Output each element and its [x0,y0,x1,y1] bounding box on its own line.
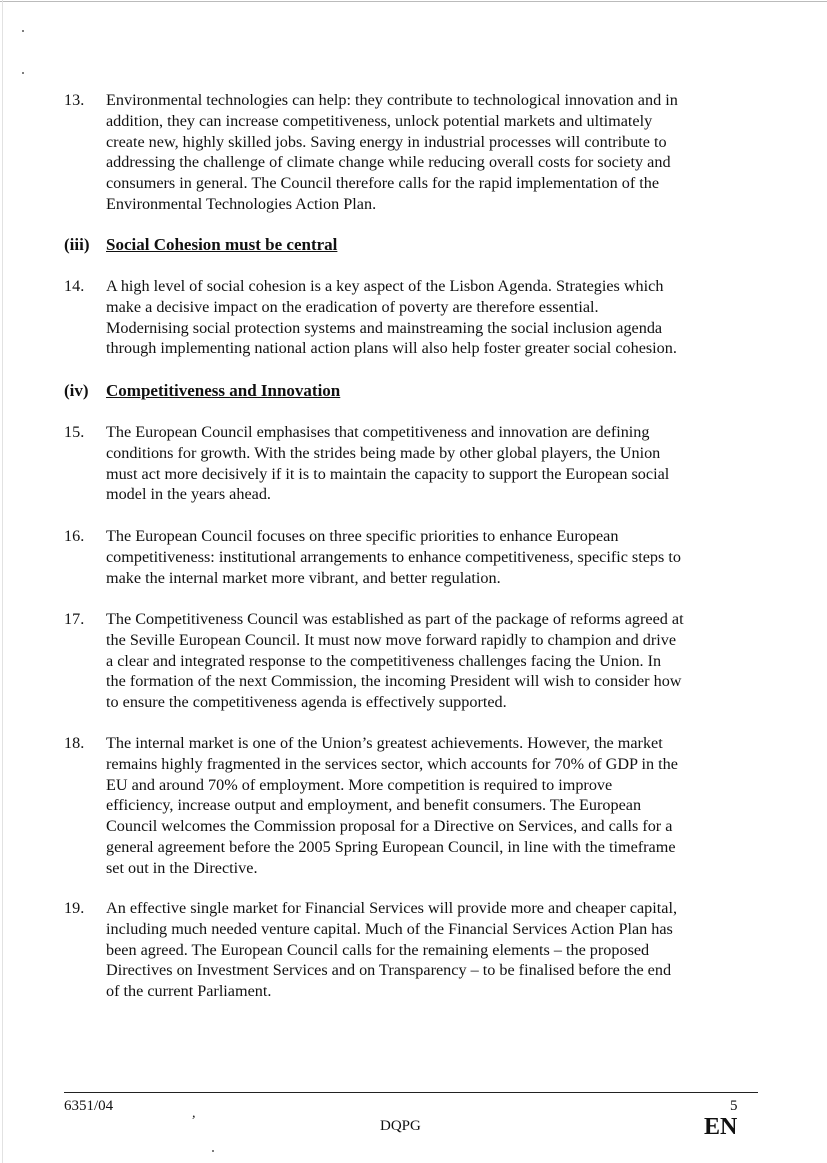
text-line: the Seville European Council. It must now move forward rapidly to champion and drive [106,630,677,649]
paragraph-number: 19. [64,899,85,917]
paragraph-text [106,422,764,505]
language-code: EN [704,1114,738,1140]
text-line: The European Council emphasises that competitiveness and innovation are defining [106,423,650,441]
paragraph-13 [64,90,764,215]
text-line: Modernising social protection systems and mainstreaming the social inclusion agenda [106,318,663,337]
document-reference: 6351/04 [64,1098,114,1114]
text-line: make the internal market more vibrant, and better regulation. [106,568,501,587]
text-line: been agreed. The European Council calls for the remaining elements – the proposed [106,940,650,959]
text-line: A high level of social cohesion is a key aspect of the Lisbon Agenda. Strategies which [106,277,664,295]
scan-speck [212,1150,214,1152]
text-line: The European Council focuses on three specific priorities to enhance European [106,527,619,545]
paragraph-17 [64,609,764,713]
footer-rule [64,1092,758,1093]
paragraph-number: 16. [64,527,85,545]
section-numeral: (iii) [64,235,90,254]
text-line: Council welcomes the Commission proposal for a Directive on Services, and calls for a [106,817,673,836]
scan-tick-mark: , [192,1106,196,1121]
paragraph-text [106,733,764,879]
text-line: The Competitiveness Council was established as part of the package of reforms agreed at [106,610,684,628]
text-line: An effective single market for Financial Services will provide more and cheaper capital, [106,899,677,917]
paragraph-number: 18. [64,734,85,752]
text-line: of the current Parliament. [106,982,272,1001]
text-line: general agreement before the 2005 Spring European Council, in line with the timeframe [106,837,676,856]
text-line: EU and around 70% of employment. More competition is required to improve [106,775,613,794]
text-line: Directives on Investment Services and on Transparency – to be finalised before the end [106,961,672,980]
scan-border-top [0,1,827,2]
text-line: addition, they can increase competitiveness, unlock potential markets and ultimately [106,111,653,130]
paragraph-number: 17. [64,610,85,628]
text-line: a clear and integrated response to the competitiveness challenges facing the Union. In [106,651,662,670]
paragraph-16 [64,526,764,588]
paragraph-text [106,90,764,215]
text-line: efficiency, increase output and employment, and benefit consumers. The European [106,796,642,815]
scan-speck [22,30,24,32]
paragraph-14 [64,276,764,359]
section-title: Competitiveness and Innovation [106,381,341,400]
paragraph-text [106,898,764,1002]
paragraph-15 [64,422,764,505]
text-line: model in the years ahead. [106,485,271,504]
text-line: competitiveness: institutional arrangements to enhance competitiveness, specific steps to [106,547,681,566]
section-heading-competitiveness [64,380,340,401]
paragraph-text [106,526,764,588]
page-number: 5 [730,1098,738,1114]
paragraph-number: 14. [64,277,85,295]
text-line: Environmental technologies can help: they contribute to technological innovation and in [106,91,678,109]
paragraph-number: 15. [64,423,85,441]
text-line: the formation of the next Commission, the incoming President will wish to consider how [106,672,682,691]
paragraph-text [106,276,764,359]
text-line: remains highly fragmented in the services sector, which accounts for 70% of GDP in the [106,754,678,773]
text-line: create new, highly skilled jobs. Saving energy in industrial processes will contribute to [106,132,667,151]
section-heading-social-cohesion [64,234,337,255]
paragraph-number: 13. [64,91,85,109]
text-line: The internal market is one of the Union’s greatest achievements. However, the market [106,734,663,752]
paragraph-18 [64,733,764,879]
scan-border-left [2,0,3,1163]
text-line: conditions for growth. With the strides being made by other global players, the Union [106,443,661,462]
section-title: Social Cohesion must be central [106,235,338,254]
text-line: to ensure the competitiveness agenda is effectively supported. [106,693,507,712]
text-line: Environmental Technologies Action Plan. [106,194,377,213]
text-line: including much needed venture capital. Much of the Financial Services Action Plan has [106,919,673,938]
text-line: make a decisive impact on the eradication of poverty are therefore essential. [106,297,599,316]
scan-speck [22,72,24,74]
paragraph-text [106,609,764,713]
text-line: through implementing national action plans will also help foster greater social cohesion. [106,339,677,358]
text-line: addressing the challenge of climate change while reducing overall costs for society and [106,153,671,172]
text-line: consumers in general. The Council therefore calls for the rapid implementation of the [106,174,660,193]
text-line: set out in the Directive. [106,858,258,877]
paragraph-19 [64,898,764,1002]
text-line: must act more decisively if it is to maintain the capacity to support the European social [106,464,670,483]
unit-code: DQPG [380,1118,421,1134]
section-numeral: (iv) [64,381,89,400]
